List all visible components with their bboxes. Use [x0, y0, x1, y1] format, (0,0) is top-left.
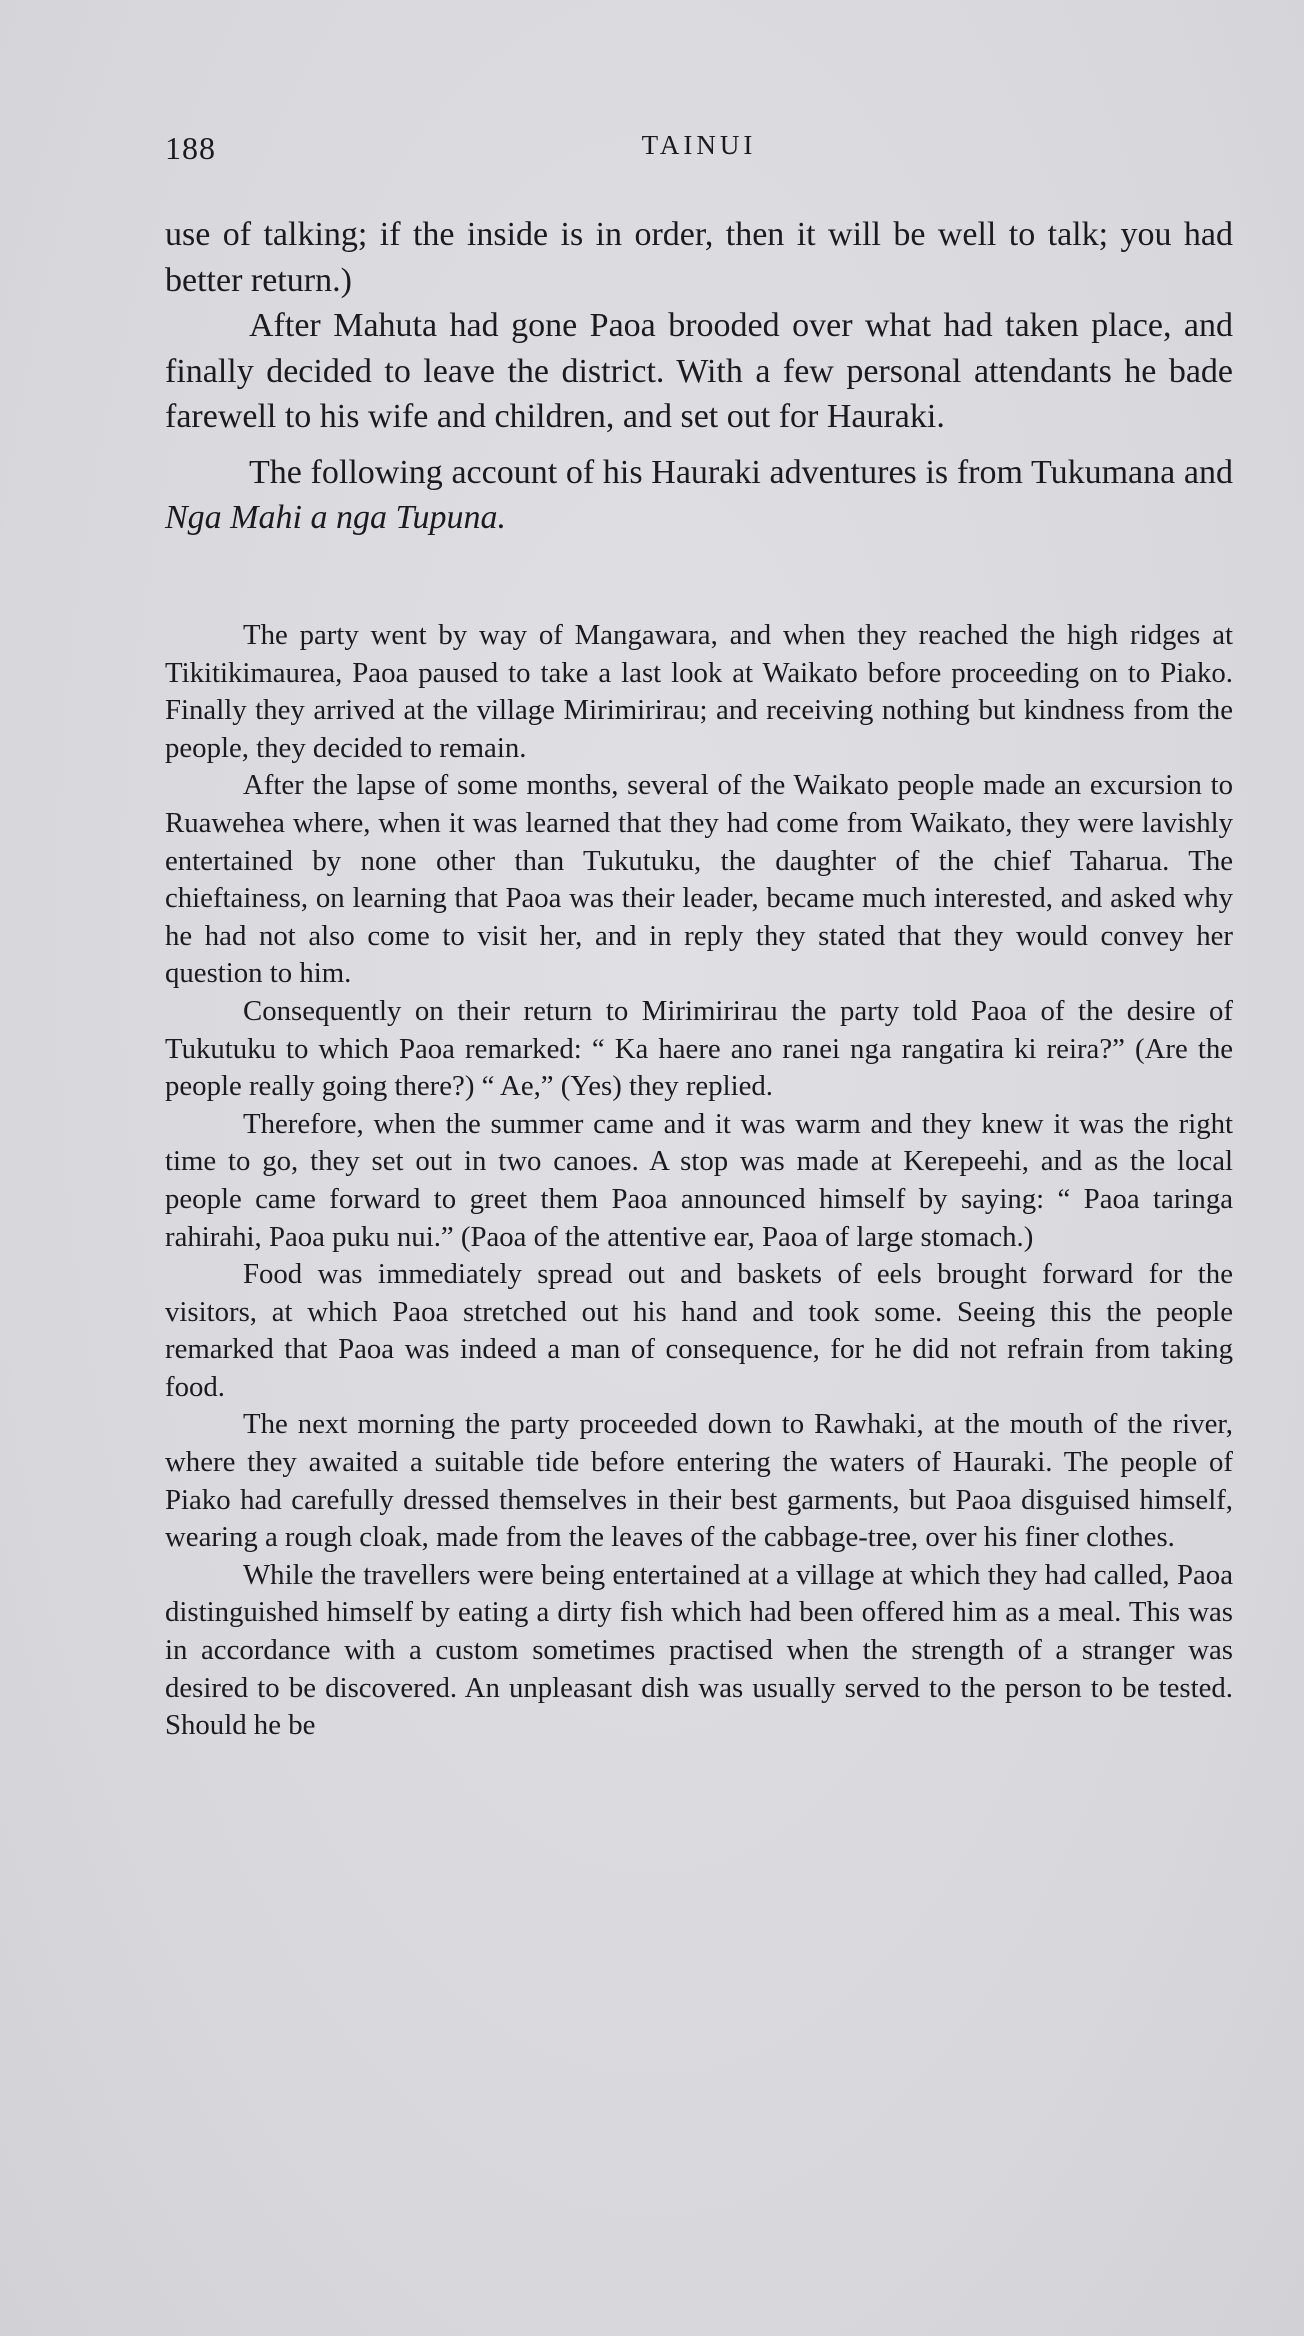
intro-paragraph-1: use of talking; if the inside is in order, then it will be well to talk; you had better return.): [165, 216, 1233, 299]
account-paragraph: Consequently on their return to Mirimirirau the party told Paoa of the desire of Tukutuku to which Paoa remarked: “ Ka haere ano ranei nga rangatira ki reira?” (Are the people really going there?) “ Ae,” (Yes) they replied.: [165, 994, 1233, 1103]
page-header: [165, 130, 1233, 170]
intro-paragraph-3-text: The following account of his Hauraki adventures is from Tukumana and: [249, 453, 1233, 491]
account-paragraph: While the travellers were being entertained at a village at which they had called, Paoa distinguished himself by eating a dirty fish which had been offered him as a meal. This was in accordance with a custom sometimes practised when the strength of a stranger was desired to be discovered. An unpleasant dish was usually served to the person to be tested. Should he be: [165, 1558, 1233, 1742]
intro-paragraph-2: After Mahuta had gone Paoa brooded over what had taken place, and finally decided to leave the district. With a few personal attendants he bade farewell to his wife and children, and set out for Hauraki.: [165, 307, 1233, 435]
intro-paragraph-3: [165, 450, 1233, 541]
quoted-account: [165, 617, 1233, 1745]
account-paragraph: The next morning the party proceeded down to Rawhaki, at the mouth of the river, where they awaited a suitable tide before entering the waters of Hauraki. The people of Piako had carefully dressed themselves in their best garments, but Paoa disguised himself, wearing a rough cloak, made from the leaves of the cabbage-tree, over his finer clothes.: [165, 1408, 1233, 1554]
account-paragraph: Therefore, when the summer came and it was warm and they knew it was the right time to go, they set out in two canoes. A stop was made at Kerepeehi, and as the local people came forward to greet them Paoa announced himself by saying: “ Paoa taringa rahirahi, Paoa puku nui.” (Paoa of the attentive ear, Paoa of large stomach.): [165, 1107, 1233, 1253]
account-paragraph: Food was immediately spread out and baskets of eels brought forward for the visitors, at which Paoa stretched out his hand and took some. Seeing this the people remarked that Paoa was indeed a man of consequence, for he did not refrain from taking food.: [165, 1258, 1233, 1403]
intro-text: [165, 212, 1233, 541]
running-head: TAINUI: [641, 130, 757, 160]
page-number: 188: [165, 130, 216, 166]
account-paragraph: After the lapse of some months, several of the Waikato people made an excursion to Ruawehea where, when it was learned that they had come from Waikato, they were lavishly entertained by none other than Tukutuku, the daughter of the chief Taharua. The chieftainess, on learning that Paoa was their leader, became much interested, and asked why he had not also come to visit her, and in reply they stated that they would convey her question to him.: [165, 769, 1233, 990]
source-title: Nga Mahi a nga Tupuna.: [165, 499, 506, 536]
account-paragraph: The party went by way of Mangawara, and when they reached the high ridges at Tikitikimaurea, Paoa paused to take a last look at Waikato before proceeding on to Piako. Finally they arrived at the village Mirimirirau; and receiving nothing but kindness from the people, they decided to remain.: [165, 619, 1233, 764]
